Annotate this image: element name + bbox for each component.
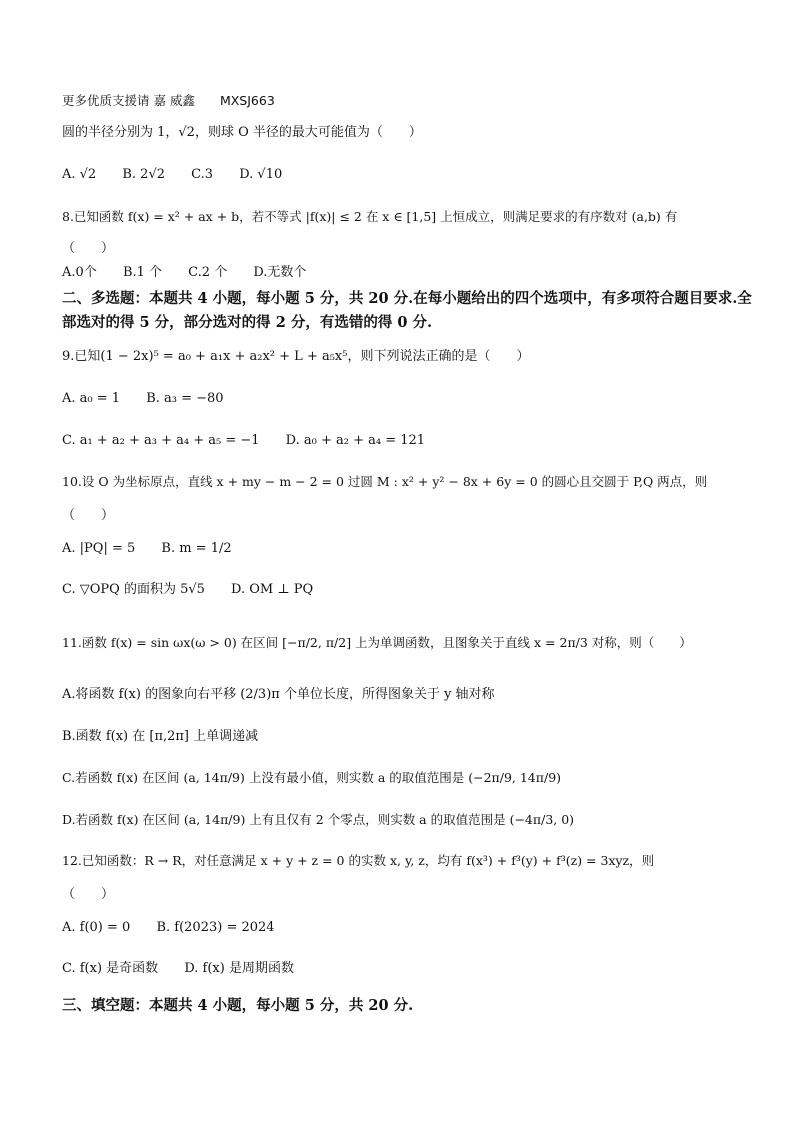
q10-option-c: C. ▽OPQ 的面积为 5√5 bbox=[62, 582, 205, 597]
q9-option-d: D. a₀ + a₂ + a₄ = 121 bbox=[285, 433, 426, 448]
q7-option-a: A. √2 bbox=[62, 167, 97, 182]
q11-option-a: A.将函数 f(x) 的图象向右平移 (2/3)π 个单位长度，所得图象关于 y 轴对称 bbox=[62, 687, 495, 702]
q12-options-row1 bbox=[62, 919, 297, 937]
q12-option-b: B. f(2023) = 2024 bbox=[156, 920, 275, 935]
q9-options-row1 bbox=[62, 390, 246, 408]
q8-option-a: A.0个 bbox=[62, 265, 97, 280]
q8-paren: （ ） bbox=[62, 241, 115, 256]
q10-options-row1 bbox=[62, 540, 254, 558]
q7-options bbox=[62, 166, 304, 184]
q11-option-d: D.若函数 f(x) 在区间 (a, 14π/9) 上有且仅有 2 个零点，则实数 a 的取值范围是 (−4π/3, 0) bbox=[62, 812, 575, 827]
q10-options-row2 bbox=[62, 581, 335, 599]
section-2-heading: 二、多选题：本题共 4 小题，每小题 5 分，共 20 分.在每小题给出的四个选项中，有多项符合题目要求.全部选对的得 5 分，部分选对的得 2 分，有选错的得 0 分. bbox=[62, 290, 752, 331]
q9-options-row2 bbox=[62, 432, 447, 450]
q8-text: 8.已知函数 f(x) = x² + ax + b，若不等式 |f(x)| ≤ 2 在 x ∈ [1,5] 上恒成立，则满足要求的有序数对 (a,b) 有 bbox=[62, 209, 678, 224]
q7-tail-text: 圆的半径分别为 1，√2，则球 O 半径的最大可能值为（ ） bbox=[62, 125, 422, 140]
q12-paren: （ ） bbox=[62, 887, 115, 902]
q8-option-c: C.2 个 bbox=[188, 265, 228, 280]
q10-option-a: A. |PQ| = 5 bbox=[62, 541, 136, 556]
q9-option-b: B. a₃ = −80 bbox=[146, 391, 224, 406]
q7-option-d: D. √10 bbox=[239, 167, 283, 182]
q12-option-d: D. f(x) 是周期函数 bbox=[184, 961, 294, 976]
q7-option-b: B. 2√2 bbox=[122, 167, 166, 182]
section-3-heading: 三、填空题：本题共 4 小题，每小题 5 分，共 20 分. bbox=[62, 997, 414, 1014]
q10-paren: （ ） bbox=[62, 508, 115, 523]
q11-option-c: C.若函数 f(x) 在区间 (a, 14π/9) 上没有最小值，则实数 a 的取值范围是 (−2π/9, 14π/9) bbox=[62, 770, 562, 785]
q7-option-c: C.3 bbox=[191, 167, 214, 182]
q8-options bbox=[62, 264, 328, 282]
q10-option-d: D. OM ⊥ PQ bbox=[231, 582, 314, 597]
q12-option-c: C. f(x) 是奇函数 bbox=[62, 961, 159, 976]
q10-option-b: B. m = 1/2 bbox=[161, 541, 232, 556]
q10-text: 10.设 O 为坐标原点，直线 x + my − m − 2 = 0 过圆 M : x² + y² − 8x + 6y = 0 的圆心且交圆于 P,Q 两点，则 bbox=[62, 474, 708, 489]
q12-option-a: A. f(0) = 0 bbox=[62, 920, 131, 935]
q9-text: 9.已知(1 − 2x)⁵ = a₀ + a₁x + a₂x² + L + a₅x⁵，则下列说法正确的是（ ） bbox=[62, 349, 530, 364]
q8-option-b: B.1 个 bbox=[122, 265, 163, 280]
q9-option-a: A. a₀ = 1 bbox=[62, 391, 121, 406]
q9-option-c: C. a₁ + a₂ + a₃ + a₄ + a₅ = −1 bbox=[62, 433, 260, 448]
q8-option-d: D.无数个 bbox=[253, 265, 307, 280]
q11-option-b: B.函数 f(x) 在 [π,2π] 上单调递减 bbox=[62, 729, 259, 744]
watermark-header: 更多优质支援请 嘉 威鑫 MXSJ663 bbox=[62, 93, 275, 108]
q11-text: 11.函数 f(x) = sin ωx(ω > 0) 在区间 [−π/2, π/2] 上为单调函数，且图象关于直线 x = 2π/3 对称，则（ ） bbox=[62, 635, 692, 650]
q12-options-row2 bbox=[62, 960, 316, 978]
q12-text: 12.已知函数：R → R，对任意满足 x + y + z = 0 的实数 x, y, z，均有 f(x³) + f³(y) + f³(z) = 3xyz，则 bbox=[62, 853, 655, 868]
